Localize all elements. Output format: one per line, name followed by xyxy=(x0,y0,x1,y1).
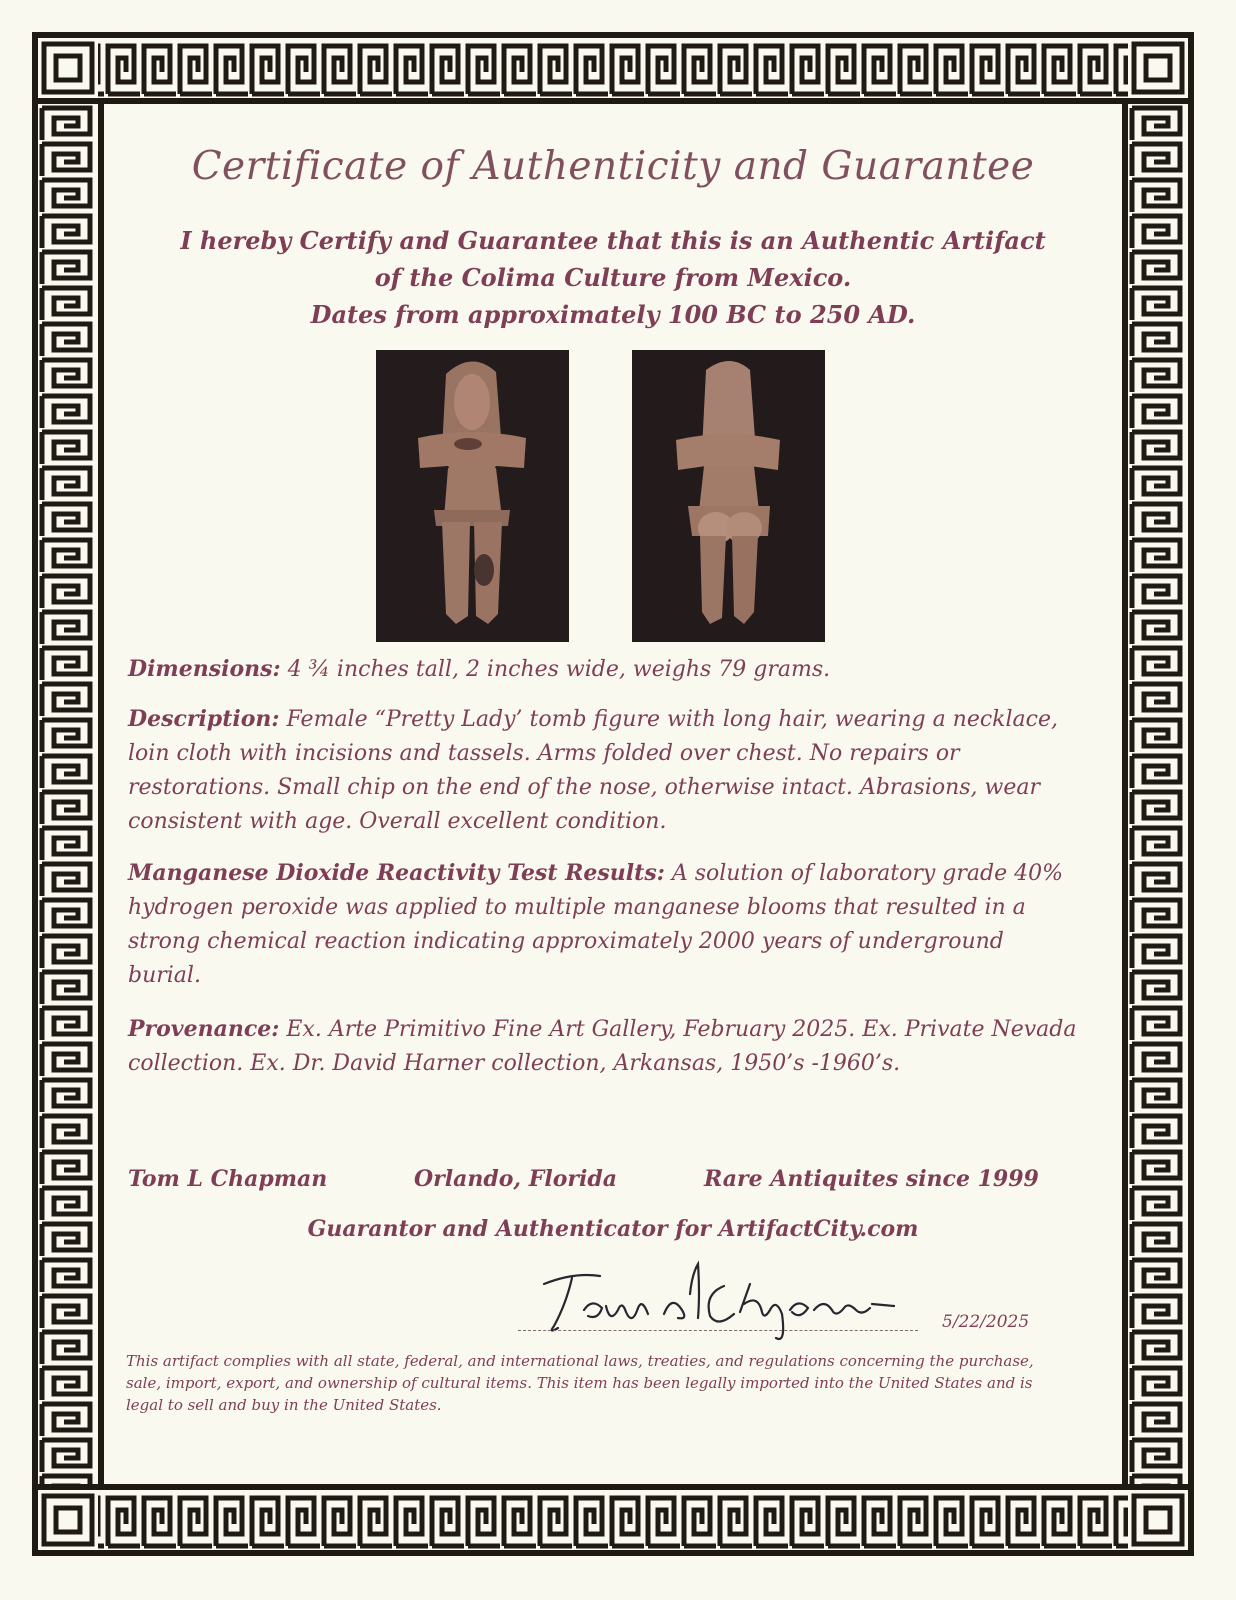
provenance-text: Ex. Arte Primitivo Fine Art Gallery, February 2025. Ex. Private Nevada collection. Ex. Dr. David Harner collection, Arkansas, 1950’s -1960’s. xyxy=(128,1017,1077,1076)
certificate-content xyxy=(104,104,1122,1484)
dimensions-section xyxy=(128,652,1078,687)
legal-compliance-notice: This artifact complies with all state, federal, and international laws, treaties, and regulations concerning the purchase, sale, import, export, and ownership of cultural items. This item has been legally imported into the United States and is legal to sell and buy in the United States. xyxy=(126,1352,1034,1414)
provenance-section xyxy=(128,1012,1078,1081)
provenance-label: Provenance: xyxy=(128,1016,280,1042)
manganese-test-section xyxy=(128,856,1078,993)
manganese-test-label: Manganese Dioxide Reactivity Test Results: xyxy=(128,860,665,886)
dimensions-text: 4 ¾ inches tall, 2 inches wide, weighs 79 grams. xyxy=(287,657,831,682)
greek-key-border-right xyxy=(1122,32,1194,1556)
signer-name: Tom L Chapman xyxy=(128,1166,328,1192)
greek-key-border-left xyxy=(32,32,104,1556)
greek-key-border-top xyxy=(32,32,1194,104)
guarantor-role: Guarantor and Authenticator for ArtifactCity.com xyxy=(307,1216,919,1242)
description-text: Female “Pretty Lady’ tomb figure with long hair, wearing a necklace, loin cloth with incisions and tassels. Arms folded over chest. No repairs or restorations. Small chip on the end of the nose, otherwise intact. Abrasions, wear consistent with age. Overall excellent condition. xyxy=(128,707,1059,834)
description-section xyxy=(128,702,1078,839)
artifact-photo-back xyxy=(632,350,825,642)
intro-line: I hereby Certify and Guarantee that this is an Authentic Artifact xyxy=(180,226,1046,255)
artifact-photo-front xyxy=(376,350,569,642)
business-since: Rare Antiquites since 1999 xyxy=(704,1166,1039,1192)
intro-line: Dates from approximately 100 BC to 250 AD. xyxy=(310,300,916,329)
signature-line xyxy=(518,1330,918,1331)
dimensions-label: Dimensions: xyxy=(128,656,281,682)
signature-date: 5/22/2025 xyxy=(942,1312,1030,1332)
certificate-title: Certificate of Authenticity and Guarantee xyxy=(191,144,1035,189)
manganese-test-text: A solution of laboratory grade 40% hydrogen peroxide was applied to multiple manganese blooms that resulted in a strong chemical reaction indicating approximately 2000 years of underground burial. xyxy=(128,861,1063,988)
description-label: Description: xyxy=(128,706,280,732)
greek-key-border-bottom xyxy=(32,1484,1194,1556)
signer-location: Orlando, Florida xyxy=(414,1166,617,1192)
certification-statement xyxy=(104,222,1122,333)
intro-line: of the Colima Culture from Mexico. xyxy=(374,263,852,292)
